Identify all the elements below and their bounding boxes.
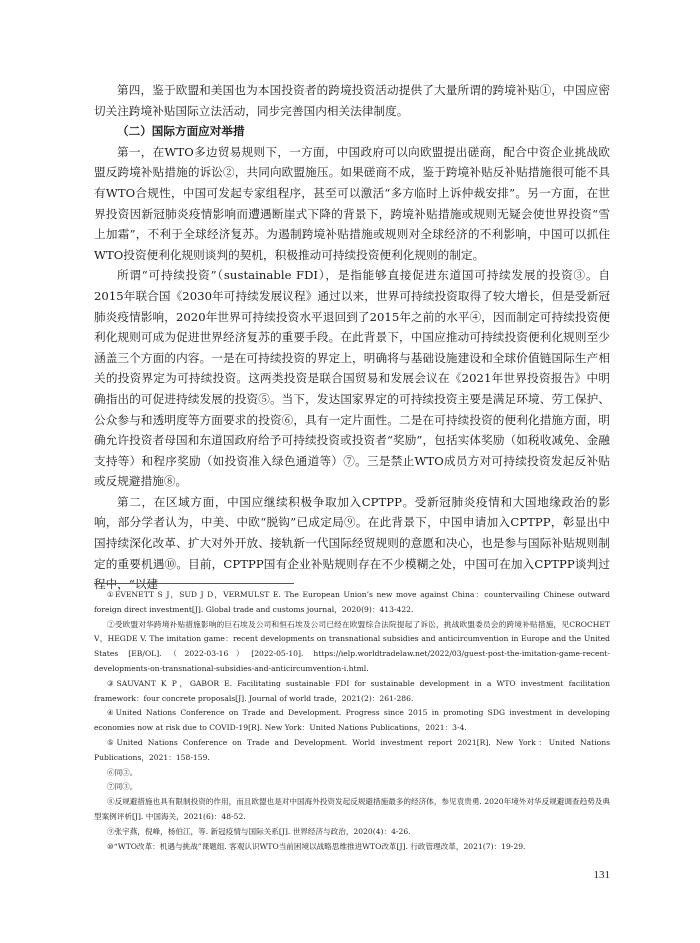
page-number: 131 [593, 869, 610, 881]
footnote: ②受欧盟对华跨境补贴措施影响的巨石埃及公司和恒石埃及公司已经在欧盟综合法院提起了诉讼，挑战欧盟委员会的跨境补贴措施，见CROCHET V，HEGDE V. The imitation game：recent developments on transnational subsidies and anticircumvention in Europe and the United States [EB/OL].（2022-03-16）[2022-05-10]. https://ielp.worldtradelaw.net/2022/03/guest-post-the-imitation-game-recent-developments-on-transnational-subsidies-and-anticircumvention-i.html. [94, 619, 610, 673]
paragraph: 第一，在WTO多边贸易规则下，一方面，中国政府可以向欧盟提出磋商，配合中资企业挑战欧盟反跨境补贴措施的诉讼②，共同向欧盟施压。如果磋商不成，鉴于跨境补贴反补贴措施很可能不具有WTO合规性，中国可发起专家组程序，甚至可以激活“多方临时上诉仲裁安排”。另一方面，在世界投资因新冠肺炎疫情影响而遭遇断崖式下降的背景下，跨境补贴措施或规则无疑会使世界投资“雪上加霜”，不利于全球经济复苏。为遏制跨境补贴措施或规则对全球经济的不利影响，中国可以抓住WTO投资便利化规则谈判的契机，积极推动可持续投资便利化规则的制定。 [94, 144, 610, 262]
footnote: ⑨张宇燕，倪峰，杨伯江，等. 新冠疫情与国际关系[J]. 世界经济与政治，2020(4)：4-26. [107, 826, 411, 836]
footnote: ⑦同③。 [107, 782, 138, 792]
footnote: ⑧反规避措施也具有限制投资的作用，而且欧盟也是对中国海外投资发起反规避措施最多的经济体，参见袁贵勇. 2020年境外对华反规避调查趋势及典型案例评析[J]. 中国海关，2021(6)：48-52. [94, 797, 610, 821]
footnote: ①EVENETT S J，SUD J D，VERMULST E. The European Union’s new move against China：countervailing Chinese outward foreign direct investment[J]. Global trade and customs journal，2020(9)：413-422. [94, 590, 610, 614]
footnote: ⑩“WTO改革：机遇与挑战”课题组. 客观认识WTO当前困境以战略思维推进WTO改革[J]. 行政管理改革，2021(7)：19-29. [107, 841, 526, 851]
body-text [94, 80, 610, 595]
footnote: ⑤United Nations Conference on Trade and Development. World investment report 2021[R]. New York：United Nations Publications，2021：158-159. [94, 737, 610, 762]
footnote: ④United Nations Conference on Trade and Development. Progress since 2015 in promoting SDG investment in developing economies now at risk due to COVID-19[R]. New York：United Nations Publications，2021：3-4. [94, 708, 610, 733]
paragraph: 第二，在区域方面，中国应继续积极争取加入CPTPP。受新冠肺炎疫情和大国地缘政治的影响，部分学者认为，中美、中欧“脱钩”已成定局⑨。在此背景下，中国申请加入CPTPP，彰显出中国持续深化改革、扩大对外开放、接轨新一代国际经贸规则的意愿和决心，也是参与国际补贴规则制定的重要机遇⑩。目前，CPTPP国有企业补贴规则存在不少模糊之处，中国可在加入CPTPP谈判过程中，“以建 [94, 494, 610, 592]
footnote: ⑥同③。 [107, 767, 138, 777]
footnotes [94, 588, 610, 854]
footnote: ③SAUVANT K P，GABOR E. Facilitating sustainable FDI for sustainable development in a WTO investment facilitation framework：four concrete proposals[J]. Journal of world trade，2021(2)：261-286. [94, 678, 610, 703]
paragraph: 所谓“可持续投资”（sustainable FDI），是指能够直接促进东道国可持续发展的投资③。自2015年联合国《2030年可持续发展议程》通过以来，世界可持续投资取得了较大增长，但是受新冠肺炎疫情影响，2020年世界可持续投资水平退回到了2015年之前的水平④，因而制定可持续投资便利化规则可成为促进世界经济复苏的重要手段。在此背景下，中国应推动可持续投资便利化规则至少涵盖三个方面的内容。一是在可持续投资的界定上，明确将与基础设施建设和全球价值链国际生产相关的投资界定为可持续投资。这两类投资是联合国贸易和发展会议在《2021年世界投资报告》中明确指出的可促进持续发展的投资⑤。当下，发达国家界定的可持续投资主要是满足环境、劳工保护、公众参与和透明度等方面要求的投资⑥，具有一定片面性。二是在可持续投资的便利化措施方面，明确允许投资者母国和东道国政府给予可持续投资或投资者“奖励”，包括实体奖励（如税收减免、金融支持等）和程序奖励（如投资准入绿色通道等）⑦。三是禁止WTO成员方对可持续投资发起反补贴或反规避措施⑧。 [94, 268, 610, 489]
footnote-divider [94, 583, 294, 584]
section-heading: （二）国际方面应对举措 [117, 124, 245, 139]
paragraph: 第四，鉴于欧盟和美国也为本国投资者的跨境投资活动提供了大量所谓的跨境补贴①，中国应密切关注跨境补贴国际立法活动，同步完善国内相关法律制度。 [94, 83, 610, 118]
